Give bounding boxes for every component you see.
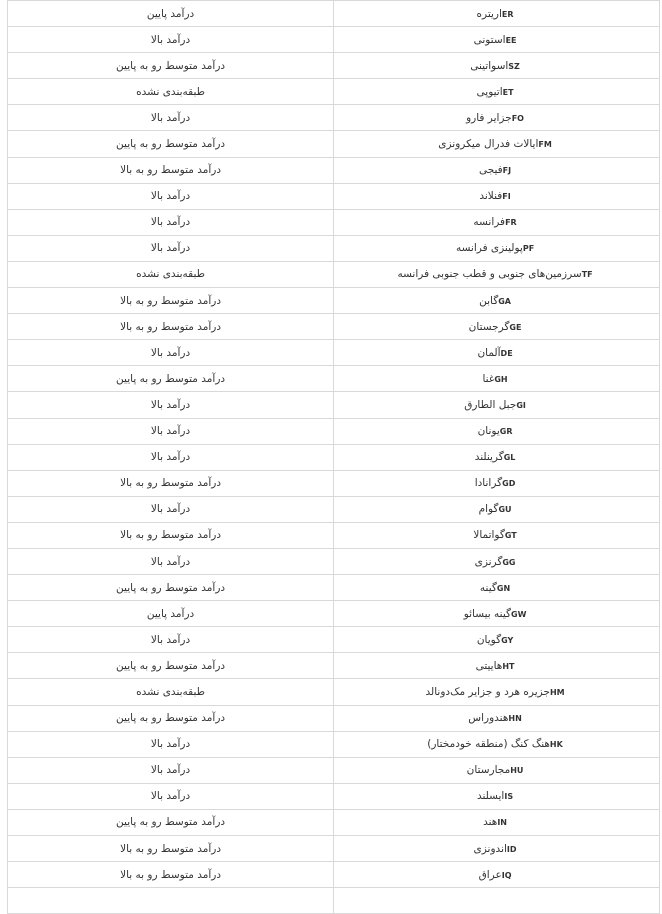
table-row [8,79,660,105]
country-cell [334,627,660,653]
income-category-cell: درآمد متوسط رو به پایین [8,809,334,835]
table-row [8,627,660,653]
table-row [8,340,660,366]
country-entry [479,190,513,202]
country-cell [334,888,660,914]
table-row [8,731,660,757]
country-name: اسواتینی [470,59,509,72]
country-entry [475,556,519,568]
country-code: TF [581,270,593,280]
country-name: گواتمالا [473,529,505,542]
table-row [8,131,660,157]
country-name: یونان [477,425,500,438]
country-cell [334,79,660,105]
country-entry [456,242,537,254]
country-name: آلمان [477,346,501,359]
country-code: HM [549,687,565,697]
country-entry [480,582,513,594]
country-code: HK [549,740,563,750]
country-entry [478,425,516,437]
income-category-cell: درآمد بالا [8,783,334,809]
income-category-cell: طبقه‌بندی نشده [8,679,334,705]
income-category-cell: درآمد متوسط رو به پایین [8,53,334,79]
country-entry [477,86,517,98]
country-name: فنلاند [479,190,503,203]
country-cell [334,157,660,183]
table-row [8,888,660,914]
country-name: غنا [482,372,495,385]
country-cell [334,836,660,862]
country-entry [473,216,519,228]
country-code: ER [501,9,514,19]
table-row [8,314,660,340]
country-entry [425,686,567,698]
country-name: فرانسه [473,216,506,229]
country-cell [334,679,660,705]
income-category-cell: درآمد بالا [8,183,334,209]
country-entry [483,816,510,828]
country-name: پولینزی فرانسه [455,242,523,255]
country-cell [334,183,660,209]
income-category-cell: درآمد بالا [8,757,334,783]
country-entry [475,451,519,463]
country-code: GD [502,479,516,489]
country-entry [468,712,524,724]
income-category-cell: درآمد بالا [8,418,334,444]
country-cell [334,261,660,287]
country-name: گرنزی [474,555,503,568]
table-row [8,444,660,470]
table-row [8,705,660,731]
country-code: HU [510,766,524,776]
country-entry [476,660,518,672]
country-cell [334,809,660,835]
table-row [8,809,660,835]
country-name: هندوراس [468,712,509,725]
country-code: FI [502,192,511,202]
country-code: GY [501,635,514,645]
country-entry [469,321,525,333]
country-name: گرینلند [474,451,504,464]
income-category-cell: درآمد بالا [8,627,334,653]
income-category-cell: درآمد بالا [8,444,334,470]
country-cell [334,235,660,261]
country-cell [334,522,660,548]
country-entry [474,34,520,46]
country-name: گویان [476,633,502,646]
country-entry [475,477,519,489]
country-entry [477,8,517,20]
income-category-cell: درآمد بالا [8,731,334,757]
country-code: GR [499,427,513,437]
country-code: FJ [502,166,512,176]
country-name: ایسلند [476,790,505,803]
income-category-cell: درآمد بالا [8,496,334,522]
country-name: سرزمین‌های جنوبی و قطب جنوبی فرانسه [397,268,582,281]
table-row [8,288,660,314]
country-name: اتیوپی [476,85,503,98]
income-category-cell: درآمد بالا [8,27,334,53]
country-entry [397,268,595,280]
income-category-cell: درآمد متوسط رو به پایین [8,653,334,679]
country-income-table [7,0,660,914]
table-row [8,862,660,888]
country-entry [464,399,529,411]
country-cell [334,470,660,496]
country-code: DE [500,348,513,358]
country-cell [334,131,660,157]
country-entry [464,608,530,620]
income-category-cell: درآمد متوسط رو به بالا [8,157,334,183]
income-category-cell: درآمد پایین [8,1,334,27]
country-code: IQ [501,870,512,880]
country-name: گینه [479,581,497,594]
country-name: اریتره [476,7,502,20]
table-row [8,575,660,601]
country-code: IS [504,792,514,802]
country-cell [334,783,660,809]
country-entry [477,634,516,646]
country-code: GA [498,296,511,306]
country-cell [334,601,660,627]
country-code: SZ [508,61,520,71]
income-category-cell: درآمد بالا [8,340,334,366]
country-code: GU [498,505,512,515]
country-name: هند [483,816,498,829]
country-name: هنگ کنگ (منطقه خودمختار) [427,738,550,751]
country-entry [479,164,514,176]
country-code: ET [502,87,514,97]
country-name: گرجستان [468,320,510,333]
country-cell [334,705,660,731]
country-code: HT [502,661,515,671]
table-row [8,653,660,679]
income-category-cell: درآمد بالا [8,105,334,131]
country-cell [334,209,660,235]
country-cell [334,444,660,470]
country-entry [473,529,519,541]
table-row [8,105,660,131]
country-code: ID [506,844,517,854]
country-code: PF [522,244,535,254]
country-cell [334,731,660,757]
country-cell [334,653,660,679]
country-cell [334,340,660,366]
country-name: عراق [478,868,502,881]
country-code: FR [505,218,517,228]
country-name: استونی [473,33,506,46]
income-category-cell: درآمد بالا [8,235,334,261]
country-entry [479,503,515,515]
income-category-cell: درآمد بالا [8,548,334,574]
table-row [8,1,660,27]
income-category-cell: درآمد بالا [8,209,334,235]
table-row [8,548,660,574]
country-name: گوام [478,503,499,516]
country-code: GG [502,557,516,567]
country-name: جبل الطارق [464,398,517,411]
income-category-cell: درآمد پایین [8,601,334,627]
country-cell [334,575,660,601]
country-entry [466,112,527,124]
income-category-cell: درآمد متوسط رو به بالا [8,862,334,888]
table-row [8,157,660,183]
table-row [8,27,660,53]
income-category-cell: درآمد متوسط رو به بالا [8,314,334,340]
country-cell [334,392,660,418]
country-code: GL [503,453,516,463]
country-name: جزایر فارو [466,111,512,124]
country-code: GI [516,400,526,410]
table-row [8,679,660,705]
table-row [8,261,660,287]
country-name: گابن [479,294,499,307]
income-category-cell: درآمد متوسط رو به پایین [8,131,334,157]
country-name: ایالات فدرال میکرونزی [438,138,539,151]
table-row [8,183,660,209]
table-row [8,757,660,783]
country-name: هاییتی [475,659,503,672]
country-entry [474,843,520,855]
table-row [8,836,660,862]
income-category-cell: درآمد بالا [8,392,334,418]
country-cell [334,288,660,314]
table-row [8,470,660,496]
table-row [8,601,660,627]
table-row [8,783,660,809]
country-cell [334,548,660,574]
table-row [8,209,660,235]
country-cell [334,105,660,131]
income-category-cell: درآمد متوسط رو به بالا [8,836,334,862]
income-category-cell: طبقه‌بندی نشده [8,261,334,287]
table-row [8,366,660,392]
country-name: مجارستان [466,764,511,777]
income-category-cell: درآمد متوسط رو به بالا [8,288,334,314]
income-category-cell: درآمد متوسط رو به پایین [8,575,334,601]
country-cell [334,496,660,522]
country-cell [334,757,660,783]
country-name: گینه بیسائو [463,607,511,620]
table-row [8,392,660,418]
country-cell [334,314,660,340]
country-code: FM [538,140,552,150]
country-code: HN [508,714,522,724]
country-cell [334,53,660,79]
country-code: FO [511,113,524,123]
country-name: جزیره هرد و جزایر مک‌دونالد [425,685,550,698]
income-category-cell: درآمد متوسط رو به پایین [8,705,334,731]
country-entry [477,347,515,359]
table-row [8,496,660,522]
country-code: GH [494,374,508,384]
table-row [8,418,660,444]
country-name: گرانادا [474,477,503,490]
country-code: GW [511,609,527,619]
country-name: اندونزی [473,842,507,855]
country-entry [495,895,498,907]
country-entry [482,373,510,385]
country-entry [477,790,516,802]
country-cell [334,1,660,27]
country-entry [438,138,555,150]
income-category-cell: درآمد متوسط رو به بالا [8,522,334,548]
table-body [8,1,660,914]
table-row [8,235,660,261]
table-row [8,53,660,79]
table-row [8,522,660,548]
country-cell [334,27,660,53]
country-code: GE [509,322,522,332]
country-cell [334,366,660,392]
country-code: EE [505,35,517,45]
income-category-cell: طبقه‌بندی نشده [8,79,334,105]
country-code: IN [497,818,507,828]
country-entry [479,295,514,307]
country-entry [479,869,515,881]
country-name: فیجی [478,164,503,177]
country-entry [427,738,566,750]
income-category-cell [8,888,334,914]
country-cell [334,862,660,888]
country-code: GT [504,531,517,541]
income-category-cell: درآمد متوسط رو به بالا [8,470,334,496]
country-code: GN [496,583,511,593]
country-cell [334,418,660,444]
country-entry [470,60,523,72]
income-category-cell: درآمد متوسط رو به پایین [8,366,334,392]
country-entry [467,764,527,776]
